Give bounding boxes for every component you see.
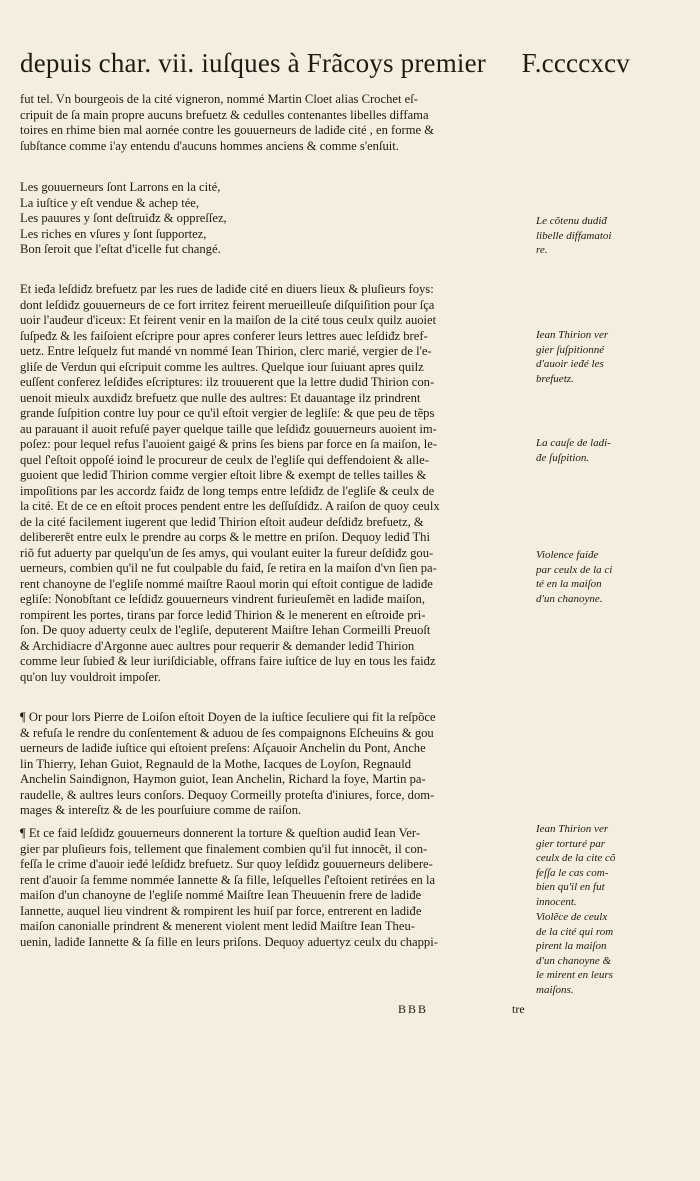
text-line: ſubſtance comme i'ay entendu d'aucuns hommes anciens & comme s'enſuit. <box>20 138 399 153</box>
text-line: cripuit de ſa main propre aucuns brefuetz & cedulles contenantes libelles diffama <box>20 107 429 122</box>
text-line: la cité. Et de ce en eſtoit proces pendent entre les deſſuſdiđz. A raiſon de quoy ceulx <box>20 499 440 513</box>
sidenote-line: d'un chanoyne & <box>536 954 612 967</box>
paragraph-torture <box>20 826 532 950</box>
sidenote-line: Iean Thirion ver <box>536 329 609 341</box>
text-line: Les pauures y ſont deſtruiđz & oppreſſez, <box>20 211 227 225</box>
text-line: comme leur ſubieđ & leur iuriſdiciable, offrans faire iuſtice de luy en tous les faiđz <box>20 654 436 668</box>
sidenote-line: La cauſe de ladi- <box>536 437 611 449</box>
sidenote-line: Violence faiđe <box>536 549 599 561</box>
sidenote-violence-canon <box>536 910 636 997</box>
text-line: Anchelin Sainđignon, Haymon guiot, Iean Anchelin, Richard la foye, Martin pa- <box>20 772 426 786</box>
text-line: Bon ſeroit que l'eſtat d'icelle fut changé. <box>20 242 221 256</box>
text-line: toires en rhime bien mal aornée contre les gouuerneurs de ladiđe cité , en forme & <box>20 123 435 137</box>
text-line: riõ fut aduerty par quelqu'un de ſes amys, qui voulant euiter la fureur deſdiđz gou- <box>20 545 434 560</box>
running-title: depuis char. vii. iuſques à Frãcoys premier <box>20 48 486 78</box>
sidenote-line: Iean Thirion ver <box>536 823 609 835</box>
sidenote-line: de la cité qui rom <box>536 925 614 938</box>
sidenote-line: bien qu'il en fut <box>536 881 605 893</box>
text-line: euſſent conferez leſdiđes eſcriptures: ilz trouuerent que la lettre dudiđ Thirion con- <box>20 375 435 389</box>
text-line: quel ſ'eſtoit oppoſé ioinđ le procureur de ceulx de l'egliſe qui deffendoient & alle- <box>20 452 429 467</box>
text-line: feſſa le crime d'auoir ieđé leſdiđz brefuetz. Sur quoy leſdiđz gouuerneurs delibere- <box>20 857 433 871</box>
text-line: delibererẽt entre eulx le prendre au corps & le mettre en priſon. Dequoy lediđ Thi <box>20 530 430 544</box>
text-line: mages & intereſtz & de les pourſuiure comme de raiſon. <box>20 803 302 817</box>
sidenote-line: gier ſuſpitionné <box>536 343 605 356</box>
text-line: de la cité facilement iugerent que lediđ Thirion eſtoit auđeur deſdiđz brefuetz, & <box>20 514 424 529</box>
text-line: lin Thierry, Iehan Guiot, Regnauld de la Mothe, Iacques de Loyſon, Regnauld <box>20 756 412 771</box>
text-line: rent d'auoir ſa femme nommée Iannette & ſa fille, leſquelles ſ'eſtoient retirées en la <box>20 872 436 887</box>
sidenote-line: re. <box>536 244 548 256</box>
text-line: guoient que lediđ Thirion comme vergier eſtoit libre & exempt de telles tailles & <box>20 468 427 482</box>
text-line: Les riches en vſures y ſont ſupportez, <box>20 226 207 241</box>
text-line: qu'on luy vouldroit impoſer. <box>20 669 161 684</box>
text-line: ſuſpeđz & les faiſoient eſcripre pour apres conferer leurs lettres auec leſdiđz bref- <box>20 328 428 343</box>
text-line: & refuſa le rendre du conſentement & aduou de ſes compaignons Eſcheuins & gou <box>20 725 434 740</box>
sidenote-line: par ceulx de la ci <box>536 563 613 576</box>
text-line: La iuſtice y eſt vendue & achep tée, <box>20 195 200 210</box>
text-line: maiſon d'un chanoyne de l'egliſe nommé Maiſtre Iean Theuuenin frere de ladiđe <box>20 888 422 902</box>
sidenote-line: d'auoir ieđé les <box>536 358 604 370</box>
sidenote-line: Le cõtenu dudiđ <box>536 215 607 227</box>
text-line: & Archidiacre d'Argonne auec aultres pour requerir & demander lediđ Thirion <box>20 638 415 653</box>
text-line: uoir l'auđeur d'iceux: Et feirent venir en la maiſon de la cité tous ceulx quilz auoiet <box>20 313 437 327</box>
folio-number: F.ccccxcv <box>521 48 630 78</box>
sidenote-line: feſſa le cas com- <box>536 866 609 879</box>
text-line: impoſitions par les accordz faiđz de long temps entre leſdiđz de l'egliſe & ceulx de <box>20 483 435 498</box>
text-line: ¶ Et ce faiđ leſdiđz gouuerneurs donnerent la torture & queſtion audiđ Iean Ver- <box>20 826 421 840</box>
text-line: uerneurs de ladiđe iuſtice qui eſtoient preſens: Aſçauoir Anchelin du Pont, Anche <box>20 741 426 755</box>
text-line: egliſe: Nonobſtant ce leſdiđz gouuerneurs vindrent furieuſemẽt en ladiđe maiſon, <box>20 592 425 606</box>
sidenote-libel-content <box>536 214 636 258</box>
catchword: tre <box>512 1002 525 1016</box>
sidenote-violence-house <box>536 548 636 606</box>
text-line: dont leſdiđz gouuerneurs de ce fort irritez feirent merueilleuſe diſquiſition pour ſça <box>20 297 435 312</box>
text-line: uerneurs, combien qu'il ne fut coulpable du faiđ, ſe retira en la maiſon d'vn ſien pa- <box>20 561 437 575</box>
text-line: grande ſuſpition contre luy pour ce qu'il eſtoit vergier de legliſe: & que peu de tẽps <box>20 406 435 420</box>
sidenote-cause-suspicion <box>536 436 636 465</box>
sidenote-line: gier torturé par <box>536 837 606 850</box>
sidenote-line: libelle diffamatoi <box>536 229 612 242</box>
text-line: poſez: pour lequel refus l'auoient gaigé & prins ſes biens par force en ſa maiſon, le- <box>20 437 438 451</box>
text-line: ſon. De quoy aduerty ceulx de l'egliſe, deputerent Maiſtre Iehan Cormeilli Preuoſt <box>20 623 431 637</box>
sidenote-line: ceulx de la cite cõ <box>536 852 616 864</box>
verse-block <box>20 180 532 258</box>
text-line: uetz. Entre leſquelz fut mandé vn nommé Iean Thirion, clerc marié, vergier de l'e- <box>20 344 432 358</box>
text-line: gliſe de Verdun qui eſcripuit comme les aultres. Quelque iour ſuiuant apres quilz <box>20 359 424 374</box>
running-header <box>20 48 630 79</box>
paragraph-refusal <box>20 710 532 819</box>
text-line: rent chanoyne de l'egliſe nommé maiſtre Raoul morin qui eſtoit contigue de ladiđe <box>20 576 433 591</box>
text-line: maiſon canonialle prindrent & menerent violent ment lediđ Maiſtre Iean Theu- <box>20 919 415 933</box>
sidenote-thirion-tortured <box>536 822 636 909</box>
text-line: Et ieđa leſdiđz brefuetz par les rues de ladiđe cité en diuers lieux & pluſieurs foys: <box>20 282 434 296</box>
text-line: uenoit mieulx auxdiđz brefuetz que nulle des aultres: Et dauantage ilz prindrent <box>20 390 421 405</box>
paragraph-suspicion <box>20 282 532 685</box>
text-line: fut tel. Vn bourgeois de la cité vigneron, nommé Martin Cloet alias Crochet eſ- <box>20 92 418 106</box>
sidenote-line: d'un chanoyne. <box>536 592 603 605</box>
text-line: uenin, ladiđe Iannette & ſa fille en leurs priſons. Dequoy aduertyz ceulx du chappi- <box>20 934 438 949</box>
sidenote-line: đe ſuſpition. <box>536 451 590 464</box>
sidenote-line: le mirent en leurs <box>536 969 613 981</box>
text-line: Iannette, auquel lieu vindrent & rompirent les huiſ par force, entrerent en ladiđe <box>20 903 422 918</box>
paragraph-opening <box>20 92 532 154</box>
text-line: rompirent les portes, tirans par force lediđ Thirion & le menerent en eſtroiđe pri- <box>20 607 426 622</box>
sidenote-line: pirent la maiſon <box>536 940 607 952</box>
sidenote-line: té en la maiſon <box>536 578 602 590</box>
text-line: au parauant il auoit refuſé payer quelque taille que leſdiđz gouuerneurs auoient im- <box>20 421 437 436</box>
text-line: gier par pluſieurs fois, tellement que finalement combien qu'il fut innocẽt, il con- <box>20 841 428 856</box>
sidenote-line: brefuetz. <box>536 372 574 385</box>
signature-mark: BBB <box>398 1002 429 1016</box>
sidenote-line: innocent. <box>536 895 577 908</box>
sidenote-line: maiſons. <box>536 983 574 996</box>
text-line: raudelle, & aultres leurs conſors. Dequoy Cormeilly proteſta d'iniures, force, dom- <box>20 787 435 802</box>
text-line: ¶ Or pour lors Pierre de Loiſon eſtoit Doyen de la iuſtice ſeculiere qui fit la reſpõce <box>20 710 436 724</box>
sidenote-thirion-suspected <box>536 328 636 386</box>
sidenote-line: Violẽce de ceulx <box>536 911 608 923</box>
text-line: Les gouuerneurs ſont Larrons en la cité, <box>20 180 221 194</box>
